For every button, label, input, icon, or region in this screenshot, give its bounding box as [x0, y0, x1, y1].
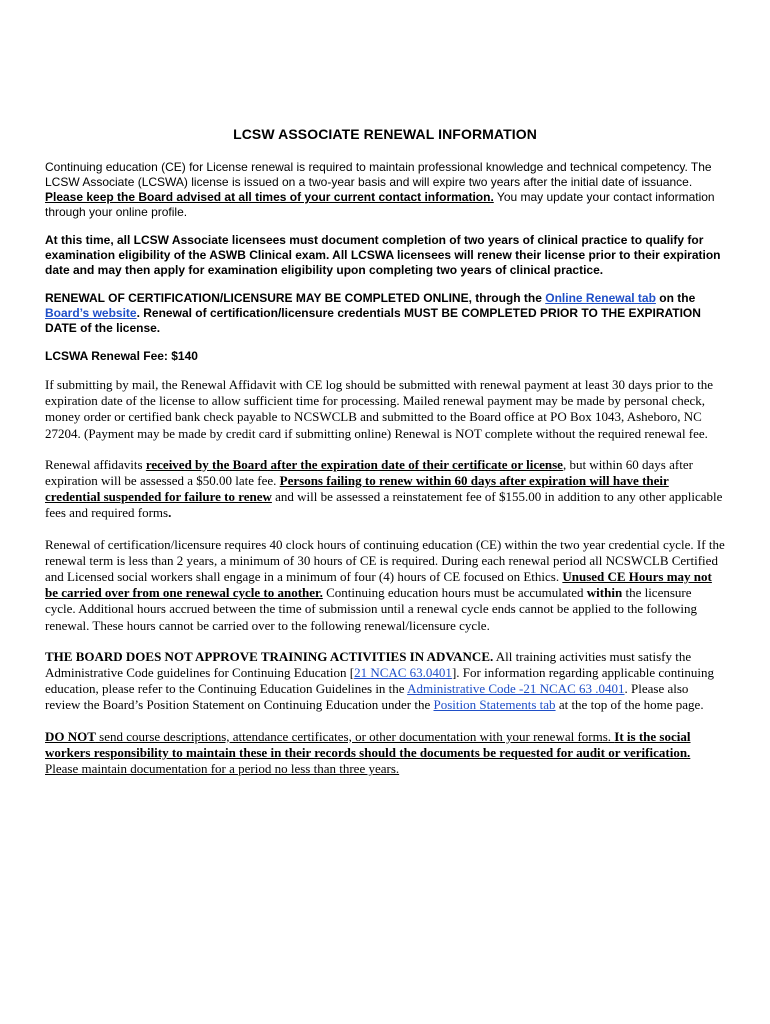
- paragraph-late-fees: Renewal affidavits received by the Board after the expiration date of their certificate or license, but within 60 days after expiration will be assessed a $50.00 late fee. Persons failing to renew within 60 days after expiration will have their credential suspended for failure to renew and will be assessed a reinstatement fee of $155.00 in addition to any other applicable fees and required forms.: [45, 456, 723, 521]
- paragraph-clinical-practice: At this time, all LCSW Associate licensees must document completion of two years of clinical practice to qualify for examination eligibility of the ASWB Clinical exam. All LCSWA licensees will renew their license prior to their expiration date and may then apply for examination eligibility upon completing two years of clinical practice.: [45, 233, 721, 277]
- renewal-fee: LCSWA Renewal Fee: $140: [45, 349, 198, 363]
- paragraph-ce-hours: Renewal of certification/licensure requires 40 clock hours of continuing education (CE) within the two year credential cycle. If the renewal term is less than 2 years, a minimum of 30 hours of CE is required. During each renewal period all NCSWCLB Certified and Licensed social workers shall engage in a minimum of four (4) hours of CE focused on Ethics. Unused CE Hours may not be carried over from one renewal cycle to another. Continuing education hours must be accumulated within the licensure cycle. Additional hours accrued between the time of submission until a renewal cycle ends cannot be applied to the following renewal. These hours cannot be carried over to the following renewal/licensure cycle.: [45, 536, 725, 633]
- position-statements-tab-link[interactable]: Position Statements tab: [433, 697, 556, 713]
- online-renewal-tab-link[interactable]: Online Renewal tab: [545, 291, 656, 305]
- page-title: LCSW ASSOCIATE RENEWAL INFORMATION: [233, 126, 537, 142]
- paragraph-documentation: DO NOT send course descriptions, attendance certificates, or other documentation with your renewal forms. It is the social workers responsibility to maintain these in their records should the documents be requested for audit or verification. Please maintain documentation for a period no less than three years.: [45, 728, 691, 777]
- document-body: [45, 126, 725, 792]
- paragraph-ce-intro: Continuing education (CE) for License renewal is required to maintain professional knowledge and technical competency. The LCSW Associate (LCSWA) license is issued on a two-year basis and will expire two years after the initial date of issuance. Please keep the Board advised at all times of your current contact information. You may update your contact information through your online profile.: [45, 160, 715, 219]
- contact-info-notice: Please keep the Board advised at all times of your current contact information.: [45, 190, 494, 204]
- ncac-63-0401-link[interactable]: 21 NCAC 63.0401: [354, 665, 452, 681]
- paragraph-online-renewal: RENEWAL OF CERTIFICATION/LICENSURE MAY BE COMPLETED ONLINE, through the Online Renewal tab on the Board’s website. Renewal of certification/licensure credentials MUST BE COMPLETED PRIOR TO THE EXPIRATION DATE of the license.: [45, 291, 701, 335]
- paragraph-mail-submission: If submitting by mail, the Renewal Affidavit with CE log should be submitted with renewal payment at least 30 days prior to the expiration date of the license to allow sufficient time for processing. Mailed renewal payment may be made by personal check, money order or certified bank check payable to NCSWCLB and submitted to the Board office at PO Box 1043, Asheboro, NC 27204. (Payment may be made by credit card if submitting online) Renewal is NOT complete without the required renewal fee.: [45, 377, 714, 441]
- administrative-code-link[interactable]: Administrative Code -21 NCAC 63 .0401: [407, 681, 625, 697]
- board-website-link[interactable]: Board’s website: [45, 306, 137, 320]
- paragraph-training-activities: THE BOARD DOES NOT APPROVE TRAINING ACTIVITIES IN ADVANCE. All training activities must satisfy the Administrative Code guidelines for Continuing Education [21 NCAC 63.0401]. For information regarding applicable continuing education, please refer to the Continuing Education Guidelines in the Administrative Code -21 NCAC 63 .0401. Please also review the Board’s Position Statement on Continuing Education under the Position Statements tab at the top of the home page.: [45, 648, 715, 713]
